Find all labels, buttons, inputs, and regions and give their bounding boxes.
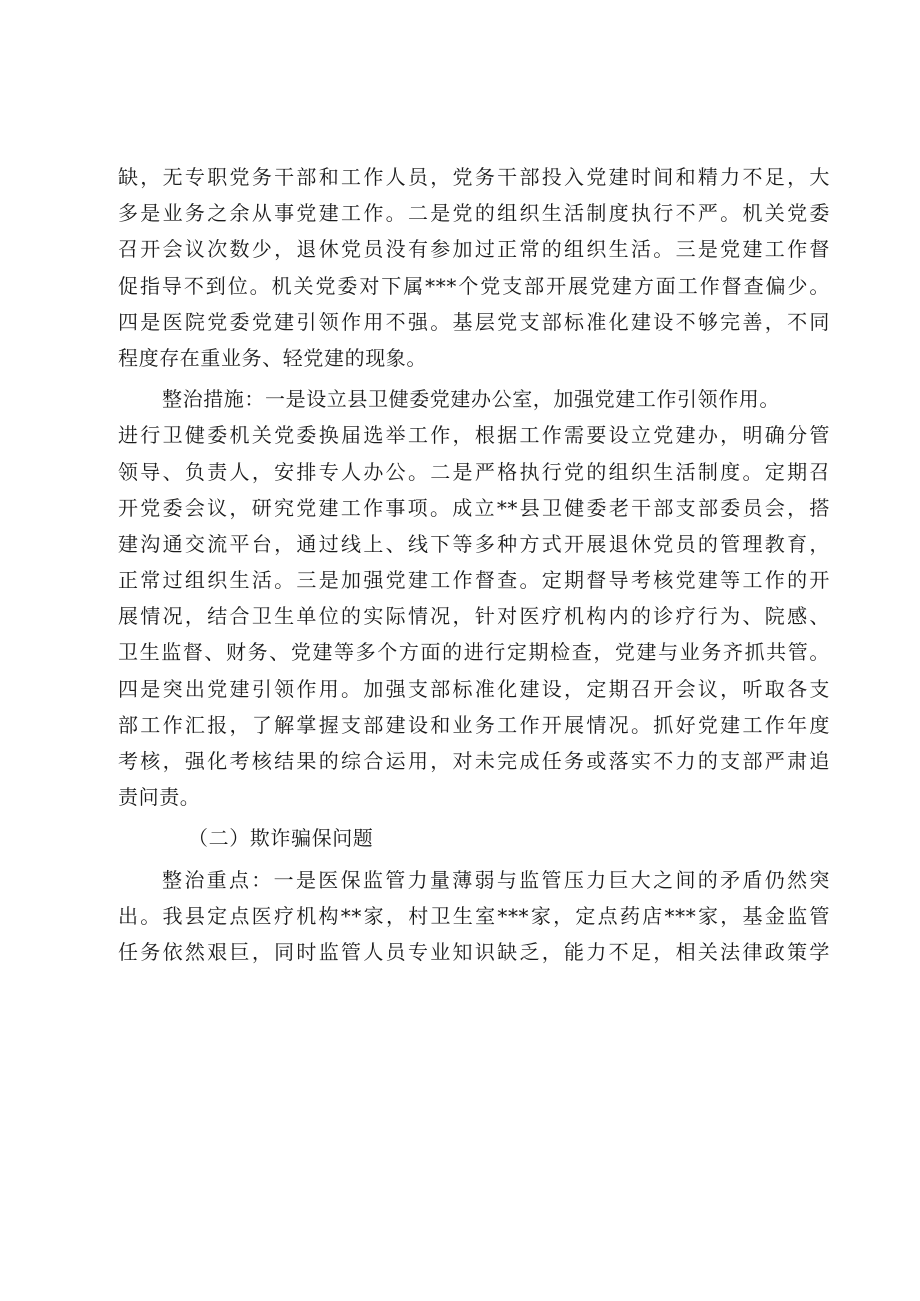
text-line: 多是业务之余从事党建工作。二是党的组织生活制度执行不严。机关党委 (118, 201, 830, 226)
section-heading: （二）欺诈骗保问题 (188, 826, 374, 851)
document-body (118, 159, 830, 970)
text-line: 整治措施：一是设立县卫健委党建办公室，加强党建工作引领作用。 (162, 387, 780, 412)
paragraph-rectification-measures (118, 381, 830, 815)
text-line: 部工作汇报，了解掌握支部建设和业务工作开展情况。抓好党建工作年度 (118, 712, 830, 737)
text-line: 程度存在重业务、轻党建的现象。 (118, 345, 427, 370)
text-line: 促指导不到位。机关党委对下属***个党支部开展党建方面工作督查偏少。 (118, 273, 830, 298)
text-line: 开党委会议，研究党建工作事项。成立**县卫健委老干部支部委员会，搭 (118, 495, 830, 520)
text-line: 缺，无专职党务干部和工作人员，党务干部投入党建时间和精力不足，大 (118, 165, 830, 189)
text-line: 四是突出党建引领作用。加强支部标准化建设，定期召开会议，听取各支 (118, 676, 830, 701)
text-line: 正常过组织生活。三是加强党建工作督查。定期督导考核党建等工作的开 (118, 568, 830, 593)
text-line: 考核，强化考核结果的综合运用，对未完成任务或落实不力的支部严肃追 (118, 749, 830, 773)
paragraph-rectification-focus (118, 862, 830, 971)
paragraph-party-building-problems (118, 159, 830, 376)
text-line: 四是医院党委党建引领作用不强。基层党支部标准化建设不够完善，不同 (118, 309, 830, 334)
text-line: 召开会议次数少，退休党员没有参加过正常的组织生活。三是党建工作督 (118, 237, 830, 262)
text-line: 展情况，结合卫生单位的实际情况，针对医疗机构内的诊疗行为、院感、 (118, 604, 830, 629)
text-line: 出。我县定点医疗机构**家，村卫生室***家，定点药店***家，基金监管 (118, 903, 830, 928)
text-line: 领导、负责人，安排专人办公。二是严格执行党的组织生活制度。定期召 (118, 459, 830, 484)
text-line: 进行卫健委机关党委换届选举工作，根据工作需要设立党建办，明确分管 (118, 423, 830, 448)
text-line: 卫生监督、财务、党建等多个方面的进行定期检查，党建与业务齐抓共管。 (118, 640, 830, 665)
text-line: 任务依然艰巨，同时监管人员专业知识缺乏，能力不足，相关法律政策学 (118, 939, 830, 964)
text-line: 建沟通交流平台，通过线上、线下等多种方式开展退休党员的管理教育， (118, 531, 830, 556)
text-line: 责问责。 (118, 785, 201, 810)
text-line: 整治重点：一是医保监管力量薄弱与监管压力巨大之间的矛盾仍然突 (162, 867, 830, 892)
